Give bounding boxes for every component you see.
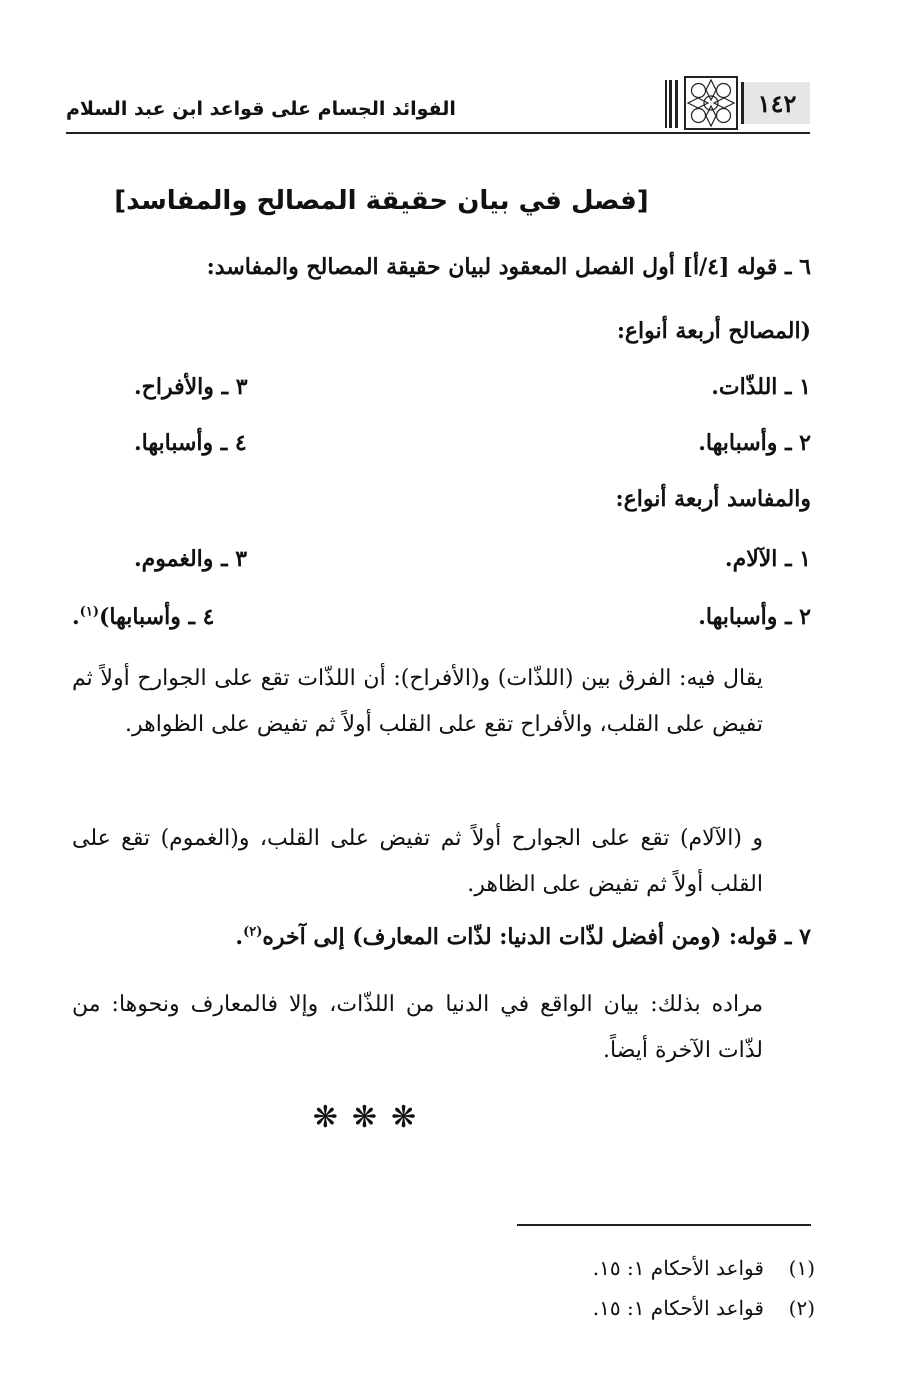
running-book-title: الفوائد الجسام على قواعد ابن عبد السلام bbox=[66, 98, 456, 120]
mafasid-item-1: ١ ـ الآلام. bbox=[724, 546, 811, 572]
footnote-1-text: قواعد الأحكام ١: ١٥. bbox=[592, 1256, 764, 1280]
mafasid-intro: والمفاسد أربعة أنواع: bbox=[615, 486, 811, 512]
header-rule bbox=[66, 132, 810, 134]
item-6-heading: ٦ ـ قوله [٤/أ] أول الفصل المعقود لبيان حقيقة المصالح والمفاسد: bbox=[206, 254, 811, 280]
footnote-1-number: (١) bbox=[788, 1256, 815, 1280]
mafasid-item-4 bbox=[72, 604, 214, 630]
page-number: ١٤٢ bbox=[741, 82, 810, 124]
masalih-item-1: ١ ـ اللذّات. bbox=[711, 374, 811, 400]
footnote-2-number: (٢) bbox=[788, 1296, 815, 1320]
masalih-item-4: ٤ ـ وأسبابها. bbox=[134, 430, 247, 456]
masalih-intro: (المصالح أربعة أنواع: bbox=[616, 318, 811, 344]
separator-ornament: ❋❋❋ bbox=[312, 1100, 431, 1135]
footnote-2 bbox=[593, 1296, 815, 1320]
footnote-ref-2: (٢) bbox=[243, 924, 263, 940]
mafasid-item-4-period: . bbox=[72, 604, 80, 630]
footnote-2-text: قواعد الأحكام ١: ١٥. bbox=[592, 1296, 764, 1320]
page-header bbox=[66, 72, 810, 134]
ornament-icon bbox=[684, 76, 738, 130]
paragraph-meaning: مراده بذلك: بيان الواقع في الدنيا من اللذّات، وإلا فالمعارف ونحوها: من لذّات الآخرة أيضاً. bbox=[72, 992, 763, 1063]
header-divider-bars bbox=[664, 80, 678, 128]
mafasid-item-3: ٣ ـ والغموم. bbox=[134, 546, 248, 572]
masalih-item-2: ٢ ـ وأسبابها. bbox=[698, 430, 811, 456]
footnote-rule bbox=[517, 1224, 811, 1226]
item-7-period: . bbox=[235, 924, 244, 950]
item-7-text: ٧ ـ قوله: (ومن أفضل لذّات الدنيا: لذّات المعارف) إلى آخره bbox=[262, 924, 811, 950]
item-7-heading bbox=[235, 924, 811, 950]
masalih-item-3: ٣ ـ والأفراح. bbox=[134, 374, 248, 400]
mafasid-item-4-text: ٤ ـ وأسبابها) bbox=[98, 604, 215, 630]
mafasid-item-2: ٢ ـ وأسبابها. bbox=[698, 604, 811, 630]
footnote-1 bbox=[593, 1256, 815, 1280]
footnote-ref-1: (١) bbox=[79, 604, 99, 620]
paragraph-pains: و (الآلام) تقع على الجوارح أولاً ثم تفيض على القلب، و(الغموم) تقع على القلب أولاً ثم تفيض على الظاهر. bbox=[72, 826, 763, 897]
paragraph-difference-pleasures: يقال فيه: الفرق بين (اللذّات) و(الأفراح): أن اللذّات تقع على الجوارح أولاً ثم تفيض على القلب، والأفراح تقع على القلب أولاً ثم تفيض على الظواهر. bbox=[72, 666, 763, 737]
section-title: [فصل في بيان حقيقة المصالح والمفاسد] bbox=[114, 186, 649, 216]
